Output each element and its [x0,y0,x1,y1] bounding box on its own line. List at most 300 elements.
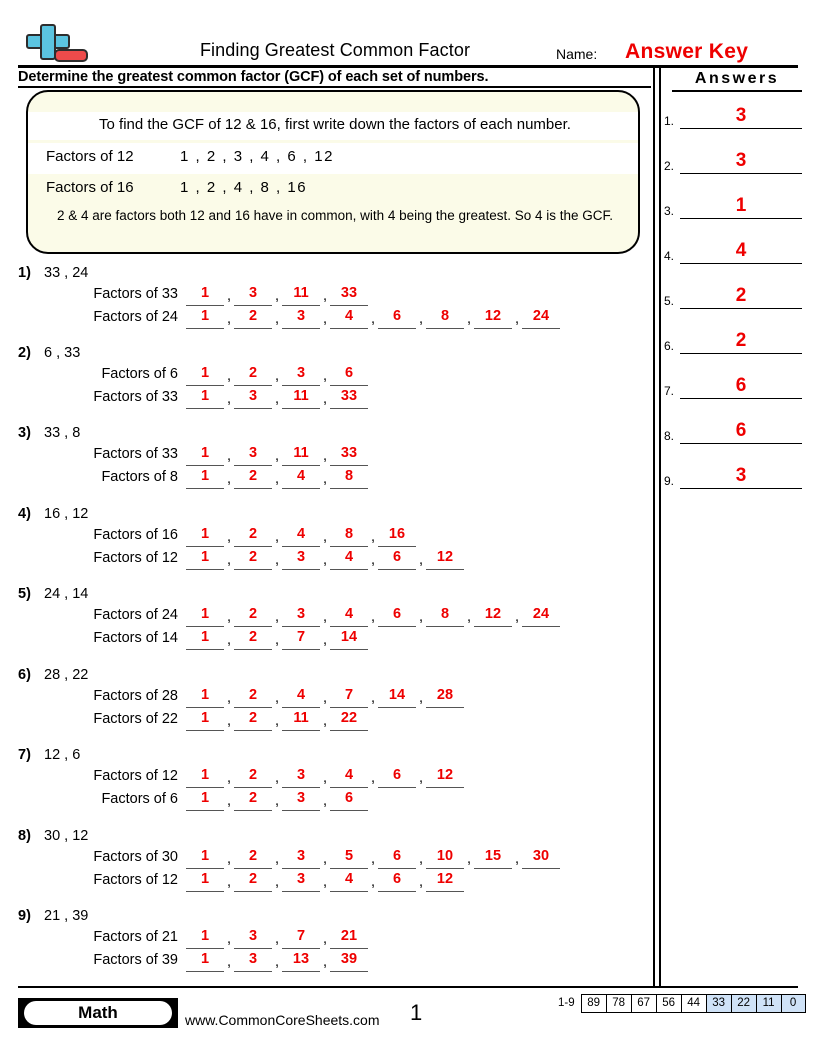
factor-blank[interactable]: 1 [186,766,224,788]
factor-blank[interactable]: 3 [282,605,320,627]
factor-blank[interactable]: 2 [234,467,272,489]
factor-separator: , [226,471,232,487]
factor-separator: , [274,471,280,487]
factor-blanks [186,387,368,409]
factor-separator: , [274,311,280,327]
factor-blank[interactable]: 22 [330,709,368,731]
factor-blank[interactable]: 3 [282,789,320,811]
problem-number-pair: 21 , 39 [44,908,89,924]
problem-number: 9) [18,908,31,924]
factor-blank[interactable]: 6 [378,605,416,627]
answer-row [664,149,804,177]
factor-blanks [186,686,464,708]
factor-blank[interactable]: 2 [234,847,272,869]
factor-line-label: Factors of 6 [101,791,178,807]
page-header [0,0,816,66]
score-scale-box: 78 [606,994,631,1013]
factor-blank[interactable]: 24 [522,307,560,329]
factor-blank[interactable]: 3 [282,766,320,788]
column-divider-left [653,66,655,986]
factor-blank[interactable]: 6 [378,870,416,892]
factor-line-label: Factors of 22 [93,711,178,727]
factor-blanks [186,525,416,547]
example-row-label: Factors of 12 [46,148,134,165]
factor-separator: , [370,609,376,625]
factor-blank[interactable]: 2 [234,686,272,708]
problem-item [18,586,638,651]
factor-blank[interactable]: 28 [426,686,464,708]
score-scale-box: 22 [731,994,756,1013]
name-label: Name: [556,46,598,62]
problem-number-pair: 16 , 12 [44,506,89,522]
factor-line-label: Factors of 33 [93,446,178,462]
factor-separator: , [274,931,280,947]
problem-number-pair: 33 , 8 [44,425,81,441]
factor-blank[interactable]: 3 [234,387,272,409]
answer-blank[interactable]: 3 [680,149,802,174]
answer-number: 2. [664,159,675,173]
factor-line-label: Factors of 28 [93,688,178,704]
factor-blank[interactable]: 11 [282,387,320,409]
problem-header [18,265,638,284]
factor-separator: , [322,391,328,407]
factor-separator: , [274,954,280,970]
factor-line [18,364,638,387]
factor-blank[interactable]: 3 [234,950,272,972]
problem-header [18,586,638,605]
factor-blanks [186,927,368,949]
factor-blank[interactable]: 12 [426,870,464,892]
factor-line [18,444,638,467]
factor-separator: , [226,793,232,809]
factor-separator: , [274,529,280,545]
problem-header [18,345,638,364]
factor-separator: , [274,609,280,625]
factor-blank[interactable]: 8 [426,605,464,627]
factor-blank[interactable]: 2 [234,307,272,329]
factor-blank[interactable]: 6 [378,548,416,570]
factor-blank[interactable]: 2 [234,605,272,627]
factor-separator: , [226,609,232,625]
problem-header [18,828,638,847]
page-title: Finding Greatest Common Factor [199,40,471,60]
factor-separator: , [274,391,280,407]
factor-separator: , [370,311,376,327]
factor-blank[interactable]: 39 [330,950,368,972]
factor-line [18,870,638,893]
factor-line [18,307,638,330]
factor-line-label: Factors of 14 [93,630,178,646]
factor-blanks [186,709,368,731]
problem-number-pair: 33 , 24 [44,265,89,281]
factor-separator: , [418,770,424,786]
factor-blank[interactable]: 2 [234,628,272,650]
score-scale-box: 67 [631,994,656,1013]
factor-separator: , [370,690,376,706]
score-scale-box: 89 [581,994,606,1013]
answer-number: 3. [664,204,675,218]
score-scale-box: 33 [706,994,731,1013]
problem-header [18,747,638,766]
factor-separator: , [322,529,328,545]
factor-blank[interactable]: 7 [330,686,368,708]
factor-blank[interactable]: 3 [234,927,272,949]
factor-separator: , [226,288,232,304]
factor-blanks [186,467,368,489]
problem-number: 6) [18,667,31,683]
factor-blank[interactable]: 1 [186,847,224,869]
factor-separator: , [274,368,280,384]
factor-blank[interactable]: 8 [330,467,368,489]
factor-separator: , [514,311,520,327]
factor-blank[interactable]: 2 [234,364,272,386]
factor-line [18,950,638,973]
factor-separator: , [322,471,328,487]
factor-blank[interactable]: 1 [186,444,224,466]
factor-separator: , [226,391,232,407]
factor-blank[interactable]: 3 [282,364,320,386]
factor-blank[interactable]: 1 [186,467,224,489]
problem-item [18,667,638,732]
factor-blank[interactable]: 8 [426,307,464,329]
factor-blank[interactable]: 2 [234,789,272,811]
factor-blank[interactable]: 16 [378,525,416,547]
factor-blank[interactable]: 1 [186,870,224,892]
factor-line-label: Factors of 6 [101,366,178,382]
factor-separator: , [274,874,280,890]
factor-separator: , [274,288,280,304]
answer-blank[interactable]: 4 [680,239,802,264]
factor-blank[interactable]: 4 [330,548,368,570]
answer-row [664,374,804,402]
factor-separator: , [274,713,280,729]
factor-line-label: Factors of 30 [93,849,178,865]
logo-minus-bar [54,49,88,62]
factor-blank[interactable]: 14 [330,628,368,650]
factor-line-label: Factors of 12 [93,768,178,784]
answer-blank[interactable]: 1 [680,194,802,219]
factor-separator: , [274,770,280,786]
factor-line-label: Factors of 12 [93,872,178,888]
factor-blank[interactable]: 21 [330,927,368,949]
factor-blank[interactable]: 4 [282,467,320,489]
factor-separator: , [226,851,232,867]
factor-blanks [186,870,464,892]
factor-line-label: Factors of 33 [93,389,178,405]
factor-blank[interactable]: 1 [186,605,224,627]
score-scale-box: 0 [781,994,806,1013]
factor-separator: , [418,851,424,867]
problem-header [18,425,638,444]
problem-item [18,828,638,893]
example-row [28,143,640,174]
example-box [26,90,640,254]
factor-separator: , [418,311,424,327]
factor-blank[interactable]: 2 [234,870,272,892]
header-divider [18,65,798,68]
factor-line [18,686,638,709]
factor-blank[interactable]: 2 [234,548,272,570]
factor-blanks [186,766,464,788]
problem-item [18,747,638,812]
factor-blanks [186,364,368,386]
factor-blank[interactable]: 10 [426,847,464,869]
factor-separator: , [226,311,232,327]
factor-separator: , [226,770,232,786]
answer-number: 7. [664,384,675,398]
factor-blank[interactable]: 1 [186,364,224,386]
problem-number-pair: 6 , 33 [44,345,81,361]
problem-header [18,506,638,525]
score-scale-box: 44 [681,994,706,1013]
factor-blank[interactable]: 7 [282,927,320,949]
site-url: www.CommonCoreSheets.com [185,1012,380,1028]
factor-blank[interactable]: 2 [234,709,272,731]
problem-number-pair: 30 , 12 [44,828,89,844]
problem-number: 5) [18,586,31,602]
factor-separator: , [418,690,424,706]
factor-blank[interactable]: 24 [522,605,560,627]
problem-item [18,345,638,410]
factor-blank[interactable]: 4 [282,525,320,547]
factor-separator: , [274,448,280,464]
factor-line [18,847,638,870]
factor-blank[interactable]: 5 [330,847,368,869]
factor-separator: , [466,851,472,867]
factor-separator: , [370,552,376,568]
factor-blank[interactable]: 7 [282,628,320,650]
factor-line [18,605,638,628]
factor-blank[interactable]: 3 [282,870,320,892]
answer-number: 4. [664,249,675,263]
problem-item [18,506,638,571]
factor-separator: , [322,609,328,625]
factor-blank[interactable]: 33 [330,387,368,409]
factor-blank[interactable]: 6 [330,364,368,386]
answer-blank[interactable]: 3 [680,464,802,489]
factor-blank[interactable]: 12 [474,307,512,329]
score-scale [558,994,806,1013]
factor-separator: , [226,632,232,648]
factor-blank[interactable]: 1 [186,387,224,409]
example-row-factors: 1 , 2 , 3 , 4 , 6 , 12 [180,148,334,165]
answer-row [664,419,804,447]
factor-blank[interactable]: 1 [186,950,224,972]
factor-separator: , [322,954,328,970]
factor-blank[interactable]: 4 [330,870,368,892]
problem-number: 7) [18,747,31,763]
factor-blank[interactable]: 3 [282,847,320,869]
factor-separator: , [274,851,280,867]
factor-separator: , [274,793,280,809]
factor-line-label: Factors of 21 [93,929,178,945]
factor-separator: , [274,632,280,648]
factor-blanks [186,628,368,650]
factor-separator: , [226,713,232,729]
factor-blank[interactable]: 1 [186,686,224,708]
factor-separator: , [370,529,376,545]
problem-number: 4) [18,506,31,522]
factor-blank[interactable]: 11 [282,284,320,306]
example-row-label: Factors of 16 [46,179,134,196]
factor-separator: , [226,529,232,545]
problem-number-pair: 24 , 14 [44,586,89,602]
factor-blank[interactable]: 3 [282,548,320,570]
factor-separator: , [514,851,520,867]
factor-blank[interactable]: 6 [330,789,368,811]
factor-separator: , [322,288,328,304]
factor-separator: , [226,874,232,890]
factor-separator: , [322,368,328,384]
factor-blank[interactable]: 6 [378,847,416,869]
problem-number: 1) [18,265,31,281]
factor-blank[interactable]: 1 [186,628,224,650]
factor-blanks [186,307,560,329]
answer-key-stamp: Answer Key [625,40,749,63]
factor-line [18,628,638,651]
answer-row [664,464,804,492]
score-scale-range: 1-9 [558,997,575,1009]
column-divider-right [659,66,661,986]
factor-blanks [186,605,560,627]
factor-blank[interactable]: 33 [330,284,368,306]
factor-line [18,548,638,571]
example-row-factors: 1 , 2 , 4 , 8 , 16 [180,179,308,196]
factor-blank[interactable]: 1 [186,307,224,329]
factor-blank[interactable]: 2 [234,525,272,547]
factor-blank[interactable]: 3 [234,284,272,306]
factor-separator: , [322,851,328,867]
factor-blank[interactable]: 4 [282,686,320,708]
factor-blank[interactable]: 1 [186,284,224,306]
factor-blank[interactable]: 6 [378,307,416,329]
factor-separator: , [322,931,328,947]
factor-blank[interactable]: 12 [474,605,512,627]
factor-blanks [186,950,368,972]
factor-blank[interactable]: 1 [186,927,224,949]
factor-blanks [186,789,368,811]
factor-line-label: Factors of 12 [93,550,178,566]
factor-line [18,789,638,812]
factor-line-label: Factors of 33 [93,286,178,302]
factor-blank[interactable]: 3 [282,307,320,329]
answer-row [664,329,804,357]
factor-blanks [186,847,560,869]
factor-separator: , [322,874,328,890]
factor-blank[interactable]: 13 [282,950,320,972]
answer-number: 8. [664,429,675,443]
answer-number: 1. [664,114,675,128]
factor-separator: , [418,552,424,568]
answer-number: 6. [664,339,675,353]
factor-blank[interactable]: 4 [330,307,368,329]
factor-line [18,766,638,789]
answer-blank[interactable]: 2 [680,329,802,354]
answer-blank[interactable]: 6 [680,419,802,444]
factor-blanks [186,444,368,466]
plus-minus-logo-icon [18,24,90,64]
factor-blank[interactable]: 6 [378,766,416,788]
factor-blank[interactable]: 11 [282,444,320,466]
factor-blank[interactable]: 1 [186,525,224,547]
factor-line-label: Factors of 39 [93,952,178,968]
factor-line [18,709,638,732]
factor-separator: , [322,770,328,786]
problem-item [18,425,638,490]
factor-line [18,525,638,548]
factor-line-label: Factors of 16 [93,527,178,543]
factor-separator: , [322,632,328,648]
factor-separator: , [226,931,232,947]
factor-separator: , [370,851,376,867]
subject-badge [18,998,178,1028]
factor-separator: , [418,609,424,625]
example-note: 2 & 4 are factors both 12 and 16 have in common, with 4 being the greatest. So 4 is the GCF. [56,208,614,223]
factor-blanks [186,284,368,306]
factor-line [18,284,638,307]
answer-blank[interactable]: 3 [680,104,802,129]
factor-blank[interactable]: 3 [234,444,272,466]
factor-blank[interactable]: 1 [186,709,224,731]
factor-separator: , [226,368,232,384]
factor-separator: , [322,713,328,729]
factor-blank[interactable]: 12 [426,548,464,570]
problem-number: 8) [18,828,31,844]
factor-separator: , [418,874,424,890]
factor-separator: , [226,552,232,568]
factor-blank[interactable]: 12 [426,766,464,788]
factor-blank[interactable]: 8 [330,525,368,547]
answers-heading: Answers [672,70,802,92]
factor-line [18,467,638,490]
factor-blank[interactable]: 15 [474,847,512,869]
factor-separator: , [322,552,328,568]
factor-line-label: Factors of 8 [101,469,178,485]
answer-row [664,239,804,267]
problem-number-pair: 12 , 6 [44,747,81,763]
answer-blank[interactable]: 2 [680,284,802,309]
answer-row [664,284,804,312]
problem-header [18,908,638,927]
factor-blank[interactable]: 30 [522,847,560,869]
answer-number: 5. [664,294,675,308]
factor-separator: , [274,552,280,568]
answer-row [664,194,804,222]
worksheet-instruction: Determine the greatest common factor (GCF) of each set of numbers. [18,69,489,85]
page-number: 1 [410,1000,423,1025]
factor-separator: , [322,793,328,809]
factor-blank[interactable]: 14 [378,686,416,708]
answer-number: 9. [664,474,675,488]
problem-item [18,265,638,330]
factor-blank[interactable]: 1 [186,548,224,570]
factor-blank[interactable]: 11 [282,709,320,731]
factor-blank[interactable]: 2 [234,766,272,788]
factor-blank[interactable]: 4 [330,766,368,788]
factor-separator: , [226,448,232,464]
factor-separator: , [322,448,328,464]
factor-separator: , [274,690,280,706]
score-scale-boxes [581,994,806,1013]
answer-blank[interactable]: 6 [680,374,802,399]
factor-blank[interactable]: 1 [186,789,224,811]
factor-separator: , [370,770,376,786]
factor-separator: , [322,311,328,327]
factor-separator: , [514,609,520,625]
factor-blank[interactable]: 33 [330,444,368,466]
factor-blank[interactable]: 4 [330,605,368,627]
instruction-divider [18,86,651,88]
